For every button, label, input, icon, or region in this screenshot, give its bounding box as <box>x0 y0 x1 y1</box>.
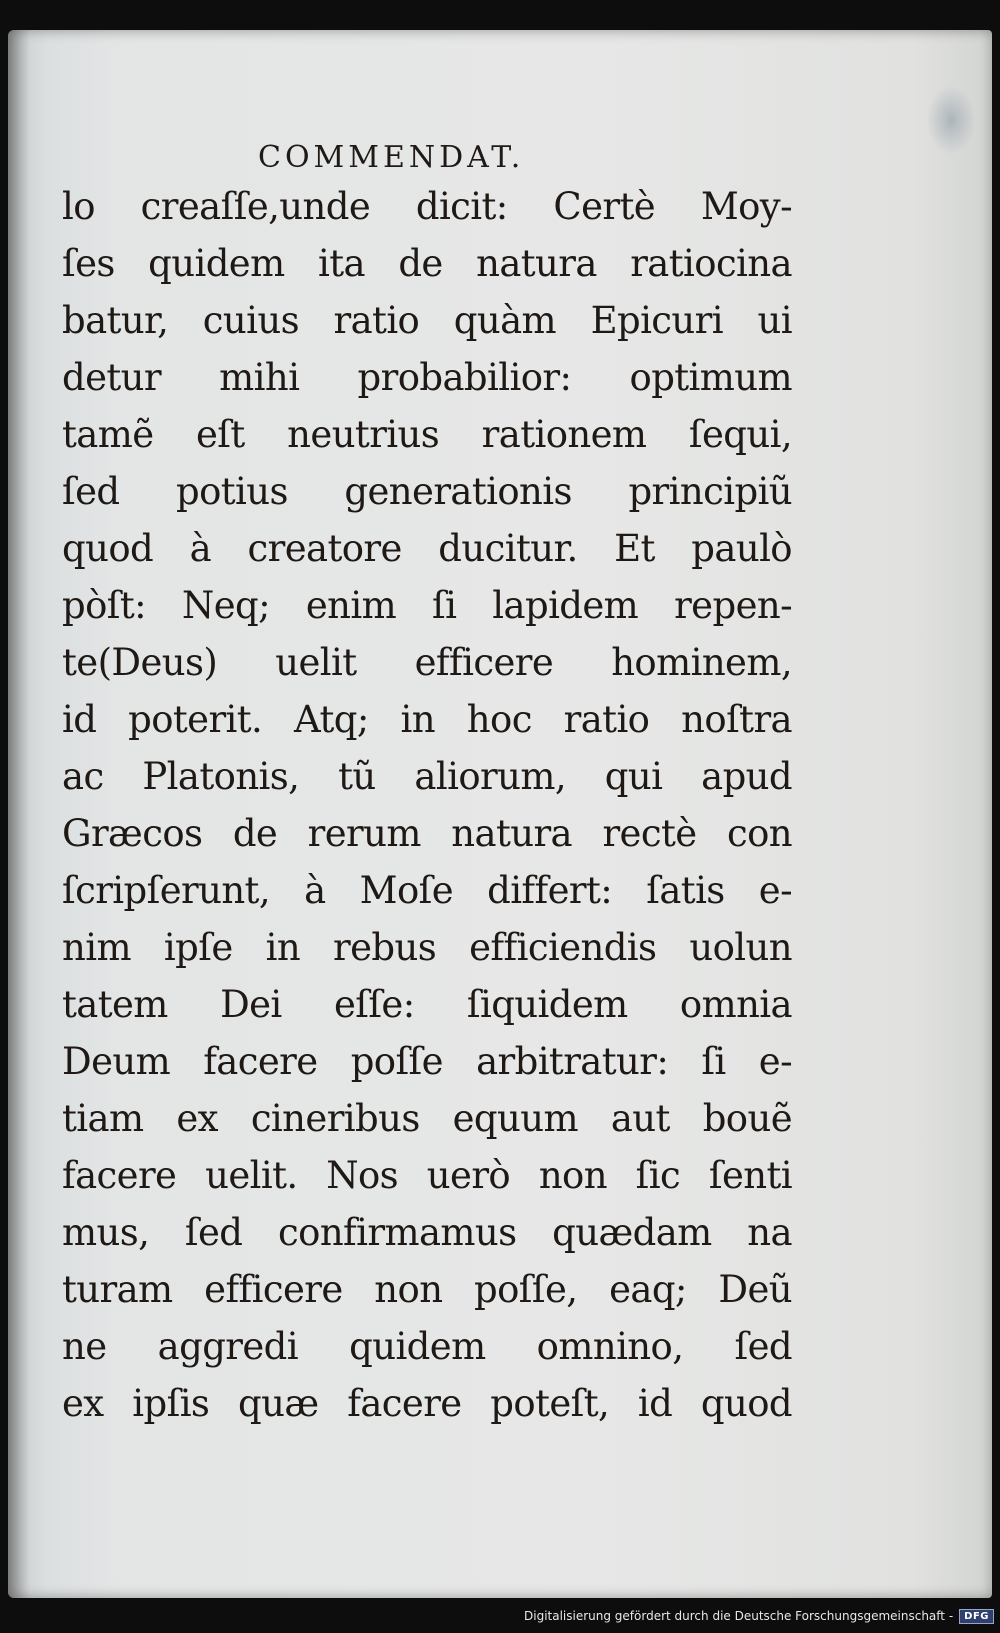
spine-shadow <box>8 30 30 1598</box>
text-line: Deum facere poſſe arbitratur: ſi e- <box>62 1040 792 1083</box>
text-line: ſed potius generationis principiũ <box>62 470 792 513</box>
body-text <box>62 178 792 1432</box>
book-page <box>8 30 992 1598</box>
text-line: facere uelit. Nos uerò non ſic ſenti <box>62 1154 792 1197</box>
text-line: tatem Dei eſſe: ſiquidem omnia <box>62 983 792 1026</box>
text-line: lo creaſſe,unde dicit: Certè Moy- <box>62 185 792 228</box>
text-line: Græcos de rerum natura rectè con <box>62 812 792 855</box>
text-line: tiam ex cineribus equum aut bouẽ <box>62 1097 792 1140</box>
text-line: nim ipſe in rebus efficiendis uolun <box>62 926 792 969</box>
digitization-footer <box>524 1601 994 1631</box>
text-line: te(Deus) uelit efficere hominem, <box>62 641 792 684</box>
text-line: ac Platonis, tũ aliorum, qui apud <box>62 755 792 798</box>
text-line: turam efficere non poſſe, eaq; Deũ <box>62 1268 792 1311</box>
text-line: detur mihi probabilior: optimum <box>62 356 792 399</box>
text-line: quod à creatore ducitur. Et paulò <box>62 527 792 570</box>
text-line: ſcripſerunt, à Moſe differt: ſatis e- <box>62 869 792 912</box>
text-line: ne aggredi quidem omnino, ſed <box>62 1325 792 1368</box>
funding-credit: Digitalisierung gefördert durch die Deutsche Forschungsgemeinschaft - <box>524 1609 954 1623</box>
page-stain <box>926 85 976 155</box>
text-line: ſes quidem ita de natura ratiocina <box>62 242 792 285</box>
text-line: batur, cuius ratio quàm Epicuri ui <box>62 299 792 342</box>
text-line: pòſt: Neq; enim ſi lapidem repen- <box>62 584 792 627</box>
text-line: ex ipſis quæ facere poteſt, id quod <box>62 1382 792 1425</box>
dfg-logo: DFG <box>959 1609 994 1624</box>
text-line: mus, ſed confirmamus quædam na <box>62 1211 792 1254</box>
text-line: tamẽ eſt neutrius rationem ſequi, <box>62 413 792 456</box>
text-line: id poterit. Atq; in hoc ratio noſtra <box>62 698 792 741</box>
running-head: COMMENDAT. <box>258 140 525 175</box>
